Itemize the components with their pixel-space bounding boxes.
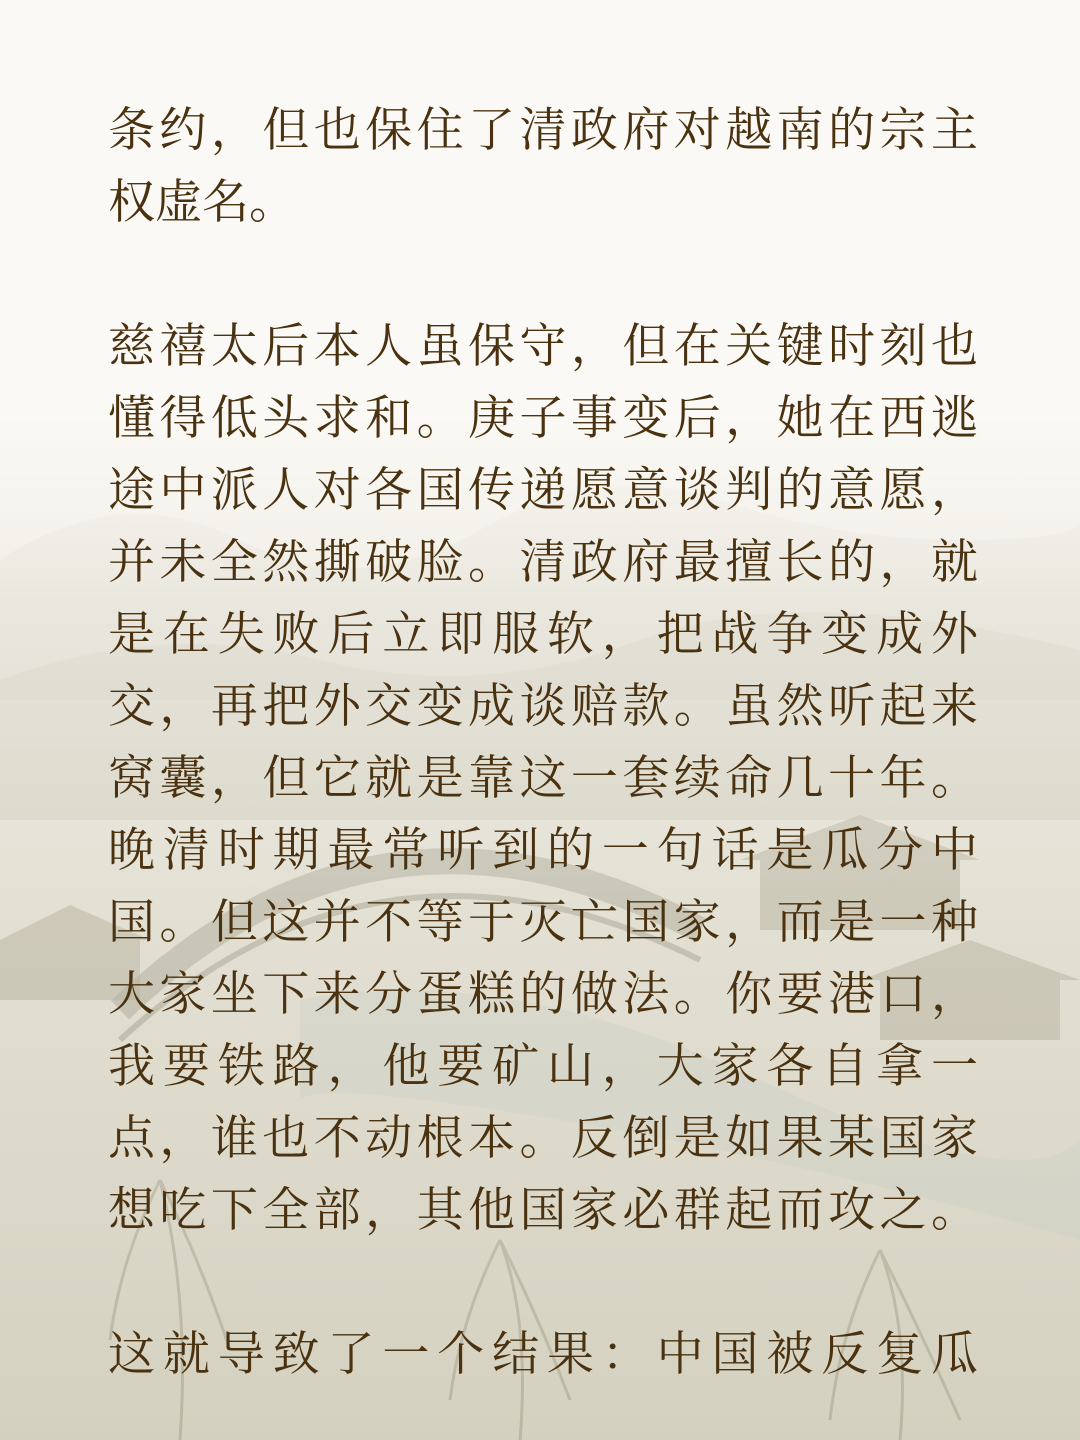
text-line: 条约，但也保住了清政府对越南的宗主 — [108, 103, 978, 158]
text-line: 晚清时期最常听到的一句话是瓜分中 — [108, 823, 978, 878]
text-line: 慈禧太后本人虽保守，但在关键时刻也 — [108, 319, 978, 374]
text-line: 懂得低头求和。庚子事变后，她在西逃 — [108, 391, 978, 446]
text-line: 国。但这并不等于灭亡国家，而是一种 — [108, 895, 978, 950]
text-line: 大家坐下来分蛋糕的做法。你要港口， — [108, 967, 978, 1022]
text-line: 交，再把外交变成谈赔款。虽然听起来 — [108, 679, 978, 734]
text-line: 途中派人对各国传递愿意谈判的意愿， — [108, 463, 978, 518]
text-line: 权虚名。 — [108, 175, 296, 230]
text-line: 并未全然撕破脸。清政府最擅长的，就 — [108, 535, 978, 590]
text-line: 窝囊，但它就是靠这一套续命几十年。 — [108, 751, 978, 806]
text-line: 想吃下全部，其他国家必群起而攻之。 — [108, 1183, 978, 1238]
text-line: 是在失败后立即服软，把战争变成外 — [108, 607, 978, 662]
text-line: 点，谁也不动根本。反倒是如果某国家 — [108, 1111, 978, 1166]
text-line: 这就导致了一个结果：中国被反复瓜 — [108, 1327, 978, 1382]
text-line: 我要铁路，他要矿山，大家各自拿一 — [108, 1039, 978, 1094]
